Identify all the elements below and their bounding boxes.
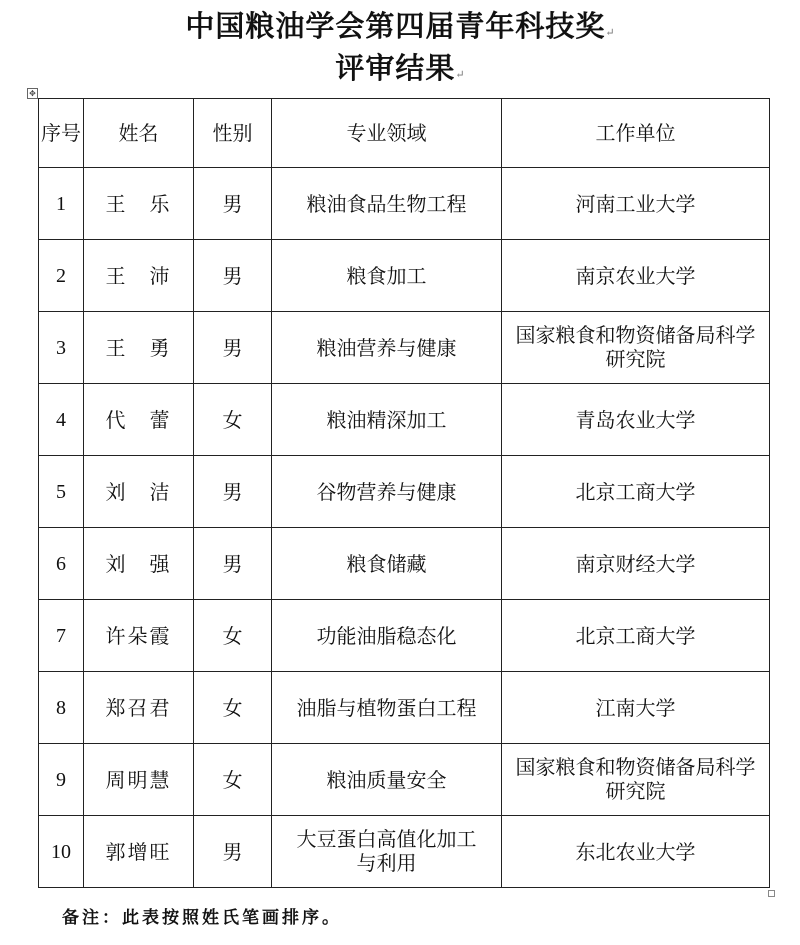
cell-field xyxy=(272,456,502,528)
cell-name-text: 王 乐 xyxy=(105,191,172,216)
cell-gender-text: 男 xyxy=(222,839,243,864)
cell-index-text: 6 xyxy=(56,552,66,575)
cell-unit-text: 国家粮食和物资储备局科学研究院 xyxy=(515,323,756,371)
table-row xyxy=(39,384,770,456)
cell-index-text: 9 xyxy=(56,768,66,791)
cell-unit xyxy=(502,672,770,744)
table-row xyxy=(39,240,770,312)
cell-name xyxy=(84,384,194,456)
cell-unit xyxy=(502,240,770,312)
cell-gender-text: 男 xyxy=(222,335,243,360)
cell-field-text: 大豆蛋白高值化加工与利用 xyxy=(296,827,477,875)
table-resize-handle[interactable] xyxy=(768,890,775,897)
cell-field xyxy=(272,312,502,384)
cell-index xyxy=(39,168,84,240)
header-unit-text: 工作单位 xyxy=(595,121,676,145)
cell-index xyxy=(39,384,84,456)
cell-name-text: 刘 强 xyxy=(105,551,172,576)
cell-unit xyxy=(502,600,770,672)
cell-gender-text: 女 xyxy=(222,407,243,432)
cell-unit xyxy=(502,168,770,240)
cell-index xyxy=(39,456,84,528)
cell-field-text: 粮油质量安全 xyxy=(326,767,447,792)
cell-field xyxy=(272,744,502,816)
table-row xyxy=(39,168,770,240)
cell-unit-text: 南京农业大学 xyxy=(575,263,696,288)
header-field-text: 专业领域 xyxy=(346,121,427,145)
header-field xyxy=(272,99,502,168)
cell-index xyxy=(39,744,84,816)
cell-index-text: 4 xyxy=(56,408,66,431)
cell-field xyxy=(272,672,502,744)
header-index-text: 序号 xyxy=(41,121,81,145)
cell-gender-text: 男 xyxy=(222,551,243,576)
table-row xyxy=(39,312,770,384)
cell-index xyxy=(39,312,84,384)
cell-gender xyxy=(194,600,272,672)
cell-name xyxy=(84,672,194,744)
cell-field xyxy=(272,528,502,600)
cell-unit-text: 北京工商大学 xyxy=(575,479,696,504)
cell-index xyxy=(39,240,84,312)
cell-gender xyxy=(194,312,272,384)
cell-index-text: 8 xyxy=(56,696,66,719)
cell-gender-text: 男 xyxy=(222,191,243,216)
cell-name-text: 周明慧 xyxy=(105,767,172,792)
cell-unit xyxy=(502,744,770,816)
cell-index-text: 5 xyxy=(56,480,66,503)
cell-index xyxy=(39,600,84,672)
footnote: 备注：此表按照姓氏笔画排序。 xyxy=(62,908,342,928)
cell-name xyxy=(84,528,194,600)
cell-field-text: 功能油脂稳态化 xyxy=(316,623,457,648)
cell-index xyxy=(39,816,84,888)
cell-name-text: 刘 洁 xyxy=(105,479,172,504)
table-body xyxy=(39,99,770,888)
header-gender xyxy=(194,99,272,168)
cell-name xyxy=(84,456,194,528)
cell-gender-text: 女 xyxy=(222,767,243,792)
cell-gender-text: 女 xyxy=(222,695,243,720)
cell-index xyxy=(39,528,84,600)
cell-field-text: 粮食储藏 xyxy=(346,551,427,576)
cell-unit xyxy=(502,312,770,384)
cell-index-text: 2 xyxy=(56,264,66,287)
header-index xyxy=(39,99,84,168)
header-name xyxy=(84,99,194,168)
title-line1-text: 中国粮油学会第四届青年科技奖 xyxy=(185,9,606,43)
table-move-handle-icon[interactable]: ✥ xyxy=(27,88,38,99)
cell-name-text: 王 沛 xyxy=(105,263,172,288)
cell-unit-text: 国家粮食和物资储备局科学研究院 xyxy=(515,755,756,803)
cell-unit xyxy=(502,384,770,456)
table-row xyxy=(39,528,770,600)
document-title-line2 xyxy=(0,46,800,87)
cell-name xyxy=(84,168,194,240)
cell-field-text: 油脂与植物蛋白工程 xyxy=(296,695,477,720)
cell-index-text: 10 xyxy=(51,840,71,863)
cell-name xyxy=(84,816,194,888)
cell-field xyxy=(272,384,502,456)
cell-unit-text: 南京财经大学 xyxy=(575,551,696,576)
cell-field-text: 谷物营养与健康 xyxy=(316,479,457,504)
cell-index-text: 3 xyxy=(56,336,66,359)
document-title-line1 xyxy=(0,4,800,45)
cell-index xyxy=(39,672,84,744)
cell-name xyxy=(84,240,194,312)
header-name-text: 姓名 xyxy=(118,121,159,145)
cell-gender-text: 男 xyxy=(222,479,243,504)
table-row xyxy=(39,600,770,672)
cell-name-text: 许朵霞 xyxy=(105,623,172,648)
cell-field-text: 粮油食品生物工程 xyxy=(306,191,467,216)
table-row xyxy=(39,456,770,528)
cell-unit-text: 青岛农业大学 xyxy=(575,407,696,432)
table-row xyxy=(39,816,770,888)
cell-gender xyxy=(194,168,272,240)
header-unit xyxy=(502,99,770,168)
cell-name-text: 郑召君 xyxy=(105,695,172,720)
cell-name xyxy=(84,600,194,672)
cell-name-text: 代 蕾 xyxy=(105,407,172,432)
cell-index-text: 7 xyxy=(56,624,66,647)
cell-field xyxy=(272,240,502,312)
paragraph-mark: ↵ xyxy=(605,26,615,39)
cell-gender xyxy=(194,672,272,744)
table-row xyxy=(39,672,770,744)
cell-gender xyxy=(194,456,272,528)
cell-unit-text: 江南大学 xyxy=(595,695,676,720)
cell-field xyxy=(272,600,502,672)
cell-field-text: 粮油精深加工 xyxy=(326,407,447,432)
cell-name-text: 王 勇 xyxy=(105,335,172,360)
title-line2-text: 评审结果 xyxy=(335,51,456,85)
table-row xyxy=(39,744,770,816)
cell-gender xyxy=(194,384,272,456)
table-header-row xyxy=(39,99,770,168)
cell-unit xyxy=(502,528,770,600)
cell-unit xyxy=(502,456,770,528)
header-gender-text: 性别 xyxy=(212,121,253,145)
cell-gender xyxy=(194,240,272,312)
cell-unit-text: 北京工商大学 xyxy=(575,623,696,648)
cell-gender xyxy=(194,816,272,888)
cell-field-text: 粮油营养与健康 xyxy=(316,335,457,360)
cell-unit-text: 河南工业大学 xyxy=(575,191,696,216)
cell-unit-text: 东北农业大学 xyxy=(575,839,696,864)
cell-field xyxy=(272,816,502,888)
cell-gender xyxy=(194,528,272,600)
cell-name xyxy=(84,312,194,384)
cell-gender-text: 男 xyxy=(222,263,243,288)
cell-index-text: 1 xyxy=(56,192,66,215)
cell-unit xyxy=(502,816,770,888)
cell-name xyxy=(84,744,194,816)
award-results-table xyxy=(38,98,770,888)
cell-field xyxy=(272,168,502,240)
cell-gender-text: 女 xyxy=(222,623,243,648)
cell-name-text: 郭增旺 xyxy=(105,839,172,864)
cell-field-text: 粮食加工 xyxy=(346,263,427,288)
cell-gender xyxy=(194,744,272,816)
paragraph-mark: ↵ xyxy=(455,68,465,81)
